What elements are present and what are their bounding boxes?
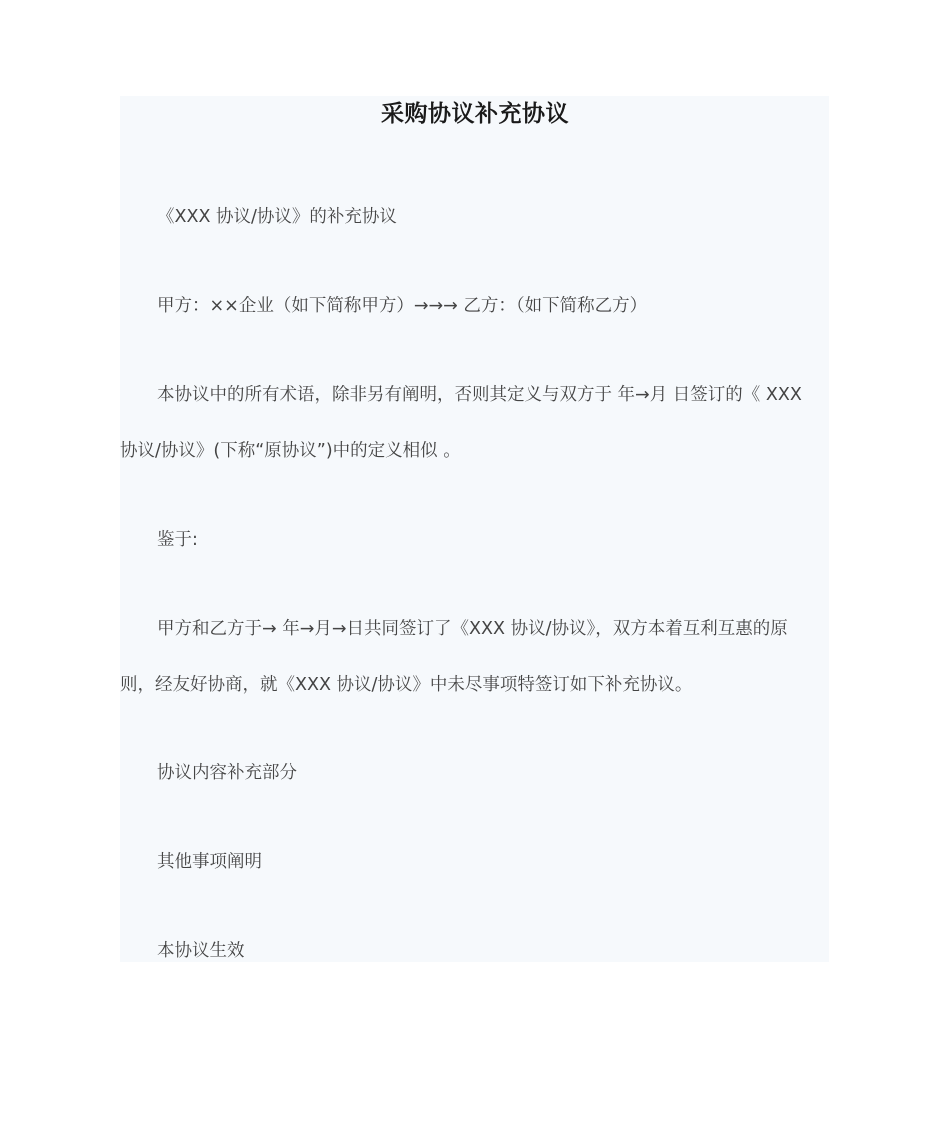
paragraph-parties: 甲方：××企业（如下简称甲方）→→→ 乙方：（如下简称乙方）: [157, 296, 648, 316]
section-effectiveness: 本协议生效: [157, 941, 245, 961]
section-other-matters: 其他事项阐明: [157, 852, 262, 872]
paragraph-definitions: [120, 367, 829, 479]
paragraph-definitions-line-1: 本协议中的所有术语，除非另有阐明，否则其定义与双方于 年→月 日签订的《 XXX: [157, 385, 802, 405]
paragraph-background-line-1: 甲方和乙方于→ 年→月→日共同签订了《XXX 协议/协议》，双方本着互利互惠的原: [157, 619, 788, 639]
paragraph-background: [120, 601, 829, 713]
document-title: 采购协议补充协议: [381, 101, 569, 127]
section-content-supplement: 协议内容补充部分: [157, 763, 297, 783]
paragraph-supplement-heading: 《XXX 协议/协议》的补充协议: [157, 207, 397, 227]
paragraph-whereas: 鉴于:: [157, 530, 198, 550]
paragraph-background-line-2: 则，经友好协商，就《XXX 协议/协议》中未尽事项特签订如下补充协议。: [120, 675, 693, 695]
paragraph-definitions-line-2: 协议/协议》(下称“原协议”)中的定义相似 。: [120, 441, 461, 461]
